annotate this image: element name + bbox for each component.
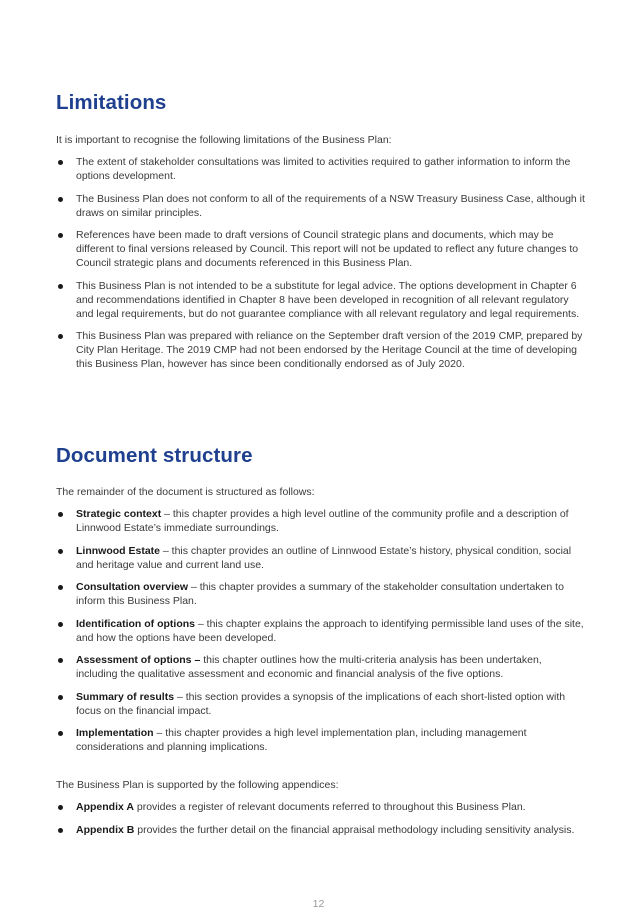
list-item: Identification of options – this chapter explains the approach to identifying permissible land uses of the site, and how the options have been developed.: [56, 617, 586, 645]
list-item: References have been made to draft versions of Council strategic plans and documents, which may be different to final versions released by Council. This report will not be updated to reflect any future changes to Council strategic plans and documents referenced in this Business Plan.: [56, 228, 586, 270]
bullet-icon: [58, 805, 63, 810]
limitations-intro: It is important to recognise the following limitations of the Business Plan:: [56, 134, 392, 146]
bullet-icon: [58, 233, 63, 238]
appendix-list: [56, 800, 586, 845]
structure-list: [56, 507, 586, 763]
bullet-icon: [58, 622, 63, 627]
list-item: Consultation overview – this chapter provides a summary of the stakeholder consultation undertaken to inform this Business Plan.: [56, 580, 586, 608]
bullet-icon: [58, 731, 63, 736]
bullet-icon: [58, 160, 63, 165]
bullet-icon: [58, 197, 63, 202]
list-item: Appendix B provides the further detail on the financial appraisal methodology including sensitivity analysis.: [56, 823, 586, 837]
bullet-icon: [58, 695, 63, 700]
bullet-icon: [58, 658, 63, 663]
list-item: Strategic context – this chapter provides a high level outline of the community profile and a description of Linnwood Estate’s immediate surroundings.: [56, 507, 586, 535]
list-item: This Business Plan was prepared with reliance on the September draft version of the 2019 CMP, prepared by City Plan Heritage. The 2019 CMP had not been endorsed by the Heritage Council at the time of developing this Business Plan, however has since been conditionally endorsed as of July 2020.: [56, 329, 586, 371]
list-item: Appendix A provides a register of relevant documents referred to throughout this Business Plan.: [56, 800, 586, 814]
bullet-icon: [58, 585, 63, 590]
list-item: The extent of stakeholder consultations was limited to activities required to gather information to inform the options development.: [56, 155, 586, 183]
list-item: Implementation – this chapter provides a high level implementation plan, including management considerations and planning implications.: [56, 726, 586, 754]
bullet-icon: [58, 334, 63, 339]
structure-intro: The remainder of the document is structured as follows:: [56, 486, 315, 498]
list-item: The Business Plan does not conform to all of the requirements of a NSW Treasury Business Case, although it draws on similar principles.: [56, 192, 586, 220]
limitations-list: [56, 155, 586, 380]
bullet-icon: [58, 828, 63, 833]
bullet-icon: [58, 284, 63, 289]
list-item: Linnwood Estate – this chapter provides an outline of Linnwood Estate’s history, physical condition, social and heritage value and current land use.: [56, 544, 586, 572]
document-structure-heading: Document structure: [56, 444, 253, 467]
bullet-icon: [58, 512, 63, 517]
list-item: Summary of results – this section provides a synopsis of the implications of each short-listed option with focus on the financial impact.: [56, 690, 586, 718]
limitations-heading: Limitations: [56, 91, 167, 114]
page-number: 12: [312, 898, 325, 910]
list-item: Assessment of options – this chapter outlines how the multi-criteria analysis has been undertaken, including the qualitative assessment and economic and financial analysis of the five options.: [56, 653, 586, 681]
bullet-icon: [58, 549, 63, 554]
list-item: This Business Plan is not intended to be a substitute for legal advice. The options development in Chapter 6 and recommendations identified in Chapter 8 have been developed in recognition of all relevant regulatory and legal requirements, but do not guarantee compliance with all relevant regulatory and legal requirements.: [56, 279, 586, 321]
appendix-intro: The Business Plan is supported by the following appendices:: [56, 779, 339, 791]
